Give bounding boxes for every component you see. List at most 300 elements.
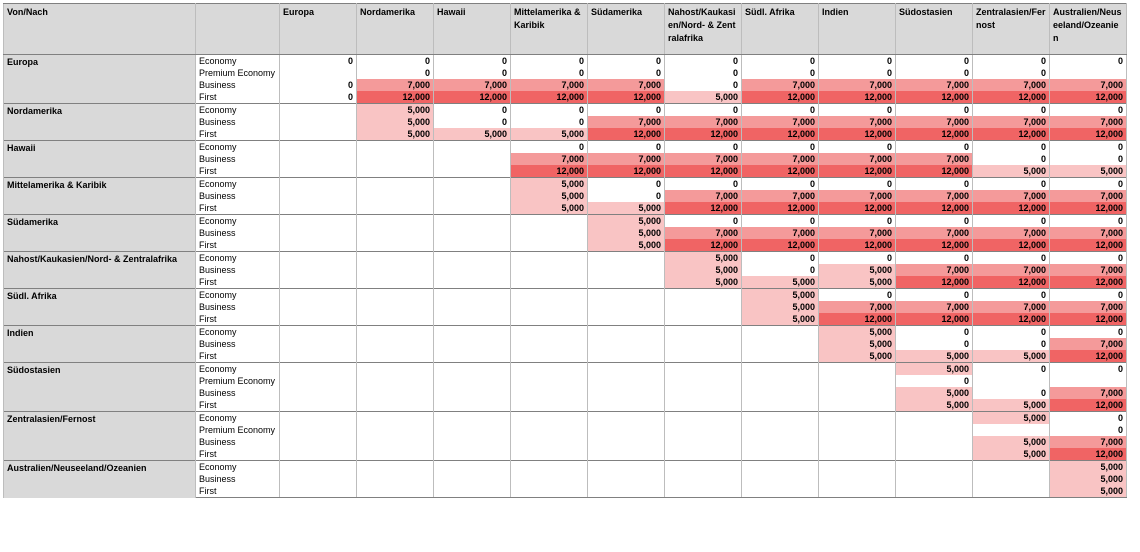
miles-cell[interactable]: 0 — [665, 215, 742, 228]
miles-cell[interactable]: 5,000 — [742, 289, 819, 302]
miles-cell[interactable]: 12,000 — [1050, 128, 1127, 141]
miles-cell[interactable] — [588, 461, 665, 474]
miles-cell[interactable]: 7,000 — [742, 153, 819, 165]
miles-cell[interactable]: 0 — [742, 104, 819, 117]
miles-cell[interactable] — [357, 399, 434, 412]
miles-cell[interactable]: 7,000 — [357, 79, 434, 91]
miles-cell[interactable] — [742, 473, 819, 485]
miles-cell[interactable]: 7,000 — [742, 79, 819, 91]
miles-cell[interactable] — [280, 67, 357, 79]
miles-cell[interactable] — [665, 338, 742, 350]
miles-cell[interactable]: 0 — [973, 252, 1050, 265]
miles-cell[interactable] — [357, 313, 434, 326]
miles-cell[interactable]: 0 — [588, 190, 665, 202]
miles-cell[interactable]: 12,000 — [742, 165, 819, 178]
miles-cell[interactable]: 5,000 — [588, 215, 665, 228]
miles-cell[interactable] — [357, 202, 434, 215]
miles-cell[interactable] — [357, 190, 434, 202]
miles-cell[interactable]: 5,000 — [819, 276, 896, 289]
miles-cell[interactable] — [434, 412, 511, 425]
cabin-class-cell[interactable]: Business — [196, 227, 280, 239]
miles-cell[interactable] — [588, 338, 665, 350]
miles-cell[interactable] — [819, 461, 896, 474]
miles-cell[interactable]: 0 — [742, 264, 819, 276]
miles-cell[interactable]: 12,000 — [511, 165, 588, 178]
col-header[interactable]: Hawaii — [434, 4, 511, 55]
miles-cell[interactable] — [588, 326, 665, 339]
miles-cell[interactable] — [280, 153, 357, 165]
col-header[interactable]: Südostasien — [896, 4, 973, 55]
miles-cell[interactable] — [973, 461, 1050, 474]
cabin-class-cell[interactable]: First — [196, 448, 280, 461]
miles-cell[interactable]: 0 — [973, 55, 1050, 68]
miles-cell[interactable] — [280, 338, 357, 350]
miles-cell[interactable] — [742, 363, 819, 376]
miles-cell[interactable] — [511, 313, 588, 326]
miles-cell[interactable]: 0 — [588, 178, 665, 191]
miles-cell[interactable]: 0 — [896, 289, 973, 302]
miles-cell[interactable] — [280, 227, 357, 239]
miles-cell[interactable] — [588, 399, 665, 412]
miles-cell[interactable]: 7,000 — [896, 227, 973, 239]
col-header[interactable]: Australien/Neuseeland/Ozeanien — [1050, 4, 1127, 55]
miles-cell[interactable]: 12,000 — [742, 202, 819, 215]
origin-region-cell[interactable]: Zentralasien/Fernost — [4, 412, 196, 461]
miles-cell[interactable] — [280, 461, 357, 474]
miles-cell[interactable]: 5,000 — [665, 252, 742, 265]
miles-cell[interactable]: 12,000 — [819, 128, 896, 141]
miles-cell[interactable]: 0 — [357, 67, 434, 79]
miles-cell[interactable]: 0 — [742, 67, 819, 79]
miles-cell[interactable]: 5,000 — [511, 202, 588, 215]
miles-cell[interactable] — [280, 239, 357, 252]
miles-cell[interactable] — [665, 485, 742, 498]
miles-cell[interactable]: 0 — [896, 338, 973, 350]
miles-cell[interactable] — [819, 387, 896, 399]
miles-cell[interactable]: 7,000 — [973, 79, 1050, 91]
col-header[interactable]: Mittelamerika & Karibik — [511, 4, 588, 55]
miles-cell[interactable]: 12,000 — [1050, 448, 1127, 461]
miles-cell[interactable]: 7,000 — [973, 190, 1050, 202]
miles-cell[interactable]: 5,000 — [896, 399, 973, 412]
miles-cell[interactable] — [357, 412, 434, 425]
miles-cell[interactable] — [819, 412, 896, 425]
miles-cell[interactable] — [588, 252, 665, 265]
miles-cell[interactable]: 0 — [896, 252, 973, 265]
miles-cell[interactable] — [896, 424, 973, 436]
miles-cell[interactable] — [280, 264, 357, 276]
miles-cell[interactable] — [280, 215, 357, 228]
miles-cell[interactable]: 12,000 — [819, 91, 896, 104]
miles-cell[interactable]: 12,000 — [819, 239, 896, 252]
miles-cell[interactable] — [280, 424, 357, 436]
miles-cell[interactable]: 5,000 — [819, 338, 896, 350]
miles-cell[interactable] — [434, 461, 511, 474]
miles-cell[interactable]: 0 — [973, 141, 1050, 154]
miles-cell[interactable] — [511, 301, 588, 313]
cabin-class-cell[interactable]: Economy — [196, 412, 280, 425]
miles-cell[interactable]: 12,000 — [588, 91, 665, 104]
miles-cell[interactable]: 0 — [665, 178, 742, 191]
miles-cell[interactable]: 7,000 — [665, 116, 742, 128]
miles-cell[interactable] — [665, 301, 742, 313]
miles-cell[interactable] — [742, 485, 819, 498]
miles-cell[interactable] — [280, 252, 357, 265]
miles-cell[interactable]: 12,000 — [896, 313, 973, 326]
cabin-class-cell[interactable]: Economy — [196, 215, 280, 228]
miles-cell[interactable]: 0 — [665, 79, 742, 91]
miles-cell[interactable]: 0 — [1050, 55, 1127, 68]
miles-cell[interactable]: 5,000 — [665, 91, 742, 104]
col-header[interactable]: Europa — [280, 4, 357, 55]
miles-cell[interactable] — [434, 473, 511, 485]
miles-cell[interactable] — [434, 276, 511, 289]
miles-cell[interactable]: 5,000 — [357, 128, 434, 141]
miles-cell[interactable] — [742, 350, 819, 363]
miles-cell[interactable]: 0 — [819, 215, 896, 228]
miles-cell[interactable] — [665, 326, 742, 339]
miles-cell[interactable] — [280, 141, 357, 154]
miles-cell[interactable] — [357, 227, 434, 239]
cabin-class-cell[interactable]: First — [196, 276, 280, 289]
miles-cell[interactable] — [357, 436, 434, 448]
cabin-class-cell[interactable]: Business — [196, 190, 280, 202]
miles-cell[interactable]: 0 — [819, 289, 896, 302]
miles-cell[interactable] — [280, 375, 357, 387]
miles-cell[interactable]: 0 — [896, 215, 973, 228]
origin-region-cell[interactable]: Südl. Afrika — [4, 289, 196, 326]
miles-cell[interactable]: 0 — [588, 104, 665, 117]
cabin-class-cell[interactable]: First — [196, 128, 280, 141]
miles-cell[interactable]: 0 — [1050, 412, 1127, 425]
cabin-class-cell[interactable]: Business — [196, 116, 280, 128]
miles-cell[interactable]: 12,000 — [819, 313, 896, 326]
miles-cell[interactable]: 5,000 — [511, 190, 588, 202]
miles-cell[interactable]: 7,000 — [973, 301, 1050, 313]
miles-cell[interactable] — [665, 375, 742, 387]
cabin-class-cell[interactable]: Economy — [196, 178, 280, 191]
miles-cell[interactable]: 12,000 — [819, 202, 896, 215]
miles-cell[interactable] — [511, 264, 588, 276]
miles-cell[interactable] — [511, 350, 588, 363]
miles-cell[interactable]: 12,000 — [1050, 313, 1127, 326]
miles-cell[interactable] — [280, 313, 357, 326]
miles-cell[interactable]: 0 — [973, 153, 1050, 165]
miles-cell[interactable]: 12,000 — [973, 128, 1050, 141]
miles-cell[interactable] — [357, 461, 434, 474]
cabin-class-cell[interactable]: Premium Economy — [196, 375, 280, 387]
miles-cell[interactable]: 5,000 — [973, 448, 1050, 461]
miles-cell[interactable]: 7,000 — [819, 227, 896, 239]
miles-cell[interactable] — [280, 190, 357, 202]
miles-cell[interactable] — [280, 326, 357, 339]
miles-cell[interactable] — [357, 141, 434, 154]
origin-region-cell[interactable]: Australien/Neuseeland/Ozeanien — [4, 461, 196, 498]
miles-cell[interactable]: 7,000 — [588, 116, 665, 128]
miles-cell[interactable] — [896, 436, 973, 448]
col-header[interactable]: Nahost/Kaukasien/Nord- & Zentralafrika — [665, 4, 742, 55]
miles-cell[interactable] — [357, 153, 434, 165]
miles-cell[interactable] — [665, 350, 742, 363]
miles-cell[interactable] — [434, 190, 511, 202]
miles-cell[interactable] — [973, 485, 1050, 498]
miles-cell[interactable] — [588, 412, 665, 425]
origin-region-cell[interactable]: Mittelamerika & Karibik — [4, 178, 196, 215]
miles-cell[interactable] — [280, 399, 357, 412]
miles-cell[interactable]: 12,000 — [973, 313, 1050, 326]
miles-cell[interactable]: 5,000 — [896, 363, 973, 376]
miles-cell[interactable]: 12,000 — [973, 202, 1050, 215]
origin-region-cell[interactable]: Südamerika — [4, 215, 196, 252]
miles-cell[interactable]: 0 — [1050, 104, 1127, 117]
miles-cell[interactable] — [280, 202, 357, 215]
cabin-class-cell[interactable]: Business — [196, 387, 280, 399]
miles-cell[interactable]: 12,000 — [896, 91, 973, 104]
miles-cell[interactable]: 0 — [896, 67, 973, 79]
miles-cell[interactable]: 12,000 — [742, 91, 819, 104]
miles-cell[interactable]: 5,000 — [511, 128, 588, 141]
miles-cell[interactable]: 0 — [742, 215, 819, 228]
miles-cell[interactable] — [280, 104, 357, 117]
miles-cell[interactable]: 0 — [973, 363, 1050, 376]
cabin-class-cell[interactable]: Business — [196, 301, 280, 313]
miles-cell[interactable]: 5,000 — [742, 313, 819, 326]
miles-cell[interactable]: 12,000 — [665, 165, 742, 178]
miles-cell[interactable] — [434, 178, 511, 191]
miles-cell[interactable] — [357, 252, 434, 265]
miles-cell[interactable] — [357, 350, 434, 363]
miles-cell[interactable]: 7,000 — [973, 227, 1050, 239]
miles-cell[interactable]: 12,000 — [665, 239, 742, 252]
miles-cell[interactable] — [896, 448, 973, 461]
miles-cell[interactable]: 0 — [973, 178, 1050, 191]
miles-cell[interactable] — [434, 424, 511, 436]
col-header[interactable]: Südl. Afrika — [742, 4, 819, 55]
miles-cell[interactable]: 0 — [1050, 424, 1127, 436]
miles-cell[interactable]: 7,000 — [819, 116, 896, 128]
miles-cell[interactable] — [434, 338, 511, 350]
miles-cell[interactable]: 7,000 — [1050, 190, 1127, 202]
cabin-class-cell[interactable]: Economy — [196, 104, 280, 117]
miles-cell[interactable]: 0 — [819, 104, 896, 117]
cabin-class-cell[interactable]: First — [196, 485, 280, 498]
miles-cell[interactable] — [511, 399, 588, 412]
miles-cell[interactable] — [665, 424, 742, 436]
miles-cell[interactable]: 0 — [588, 67, 665, 79]
miles-cell[interactable] — [434, 448, 511, 461]
miles-cell[interactable]: 0 — [973, 215, 1050, 228]
miles-cell[interactable]: 0 — [742, 252, 819, 265]
miles-cell[interactable] — [511, 338, 588, 350]
miles-cell[interactable]: 0 — [1050, 252, 1127, 265]
miles-cell[interactable]: 7,000 — [665, 227, 742, 239]
miles-cell[interactable] — [434, 264, 511, 276]
miles-cell[interactable]: 0 — [742, 178, 819, 191]
cabin-class-cell[interactable]: Business — [196, 264, 280, 276]
miles-cell[interactable] — [357, 215, 434, 228]
miles-cell[interactable] — [434, 485, 511, 498]
miles-cell[interactable] — [588, 276, 665, 289]
miles-cell[interactable]: 7,000 — [588, 153, 665, 165]
miles-cell[interactable]: 7,000 — [973, 264, 1050, 276]
miles-cell[interactable]: 7,000 — [819, 301, 896, 313]
miles-cell[interactable] — [280, 485, 357, 498]
miles-cell[interactable] — [280, 363, 357, 376]
miles-cell[interactable] — [434, 239, 511, 252]
cabin-class-cell[interactable]: First — [196, 202, 280, 215]
miles-cell[interactable]: 0 — [665, 67, 742, 79]
cabin-class-cell[interactable]: Business — [196, 338, 280, 350]
miles-cell[interactable]: 0 — [1050, 289, 1127, 302]
miles-cell[interactable]: 12,000 — [511, 91, 588, 104]
cabin-class-cell[interactable]: Business — [196, 436, 280, 448]
miles-cell[interactable]: 0 — [896, 375, 973, 387]
miles-cell[interactable]: 5,000 — [665, 276, 742, 289]
miles-cell[interactable] — [434, 387, 511, 399]
col-header[interactable]: Südamerika — [588, 4, 665, 55]
miles-cell[interactable]: 0 — [1050, 215, 1127, 228]
col-header[interactable]: Zentralasien/Fernost — [973, 4, 1050, 55]
miles-cell[interactable]: 5,000 — [511, 178, 588, 191]
miles-cell[interactable] — [511, 252, 588, 265]
miles-cell[interactable] — [819, 485, 896, 498]
miles-cell[interactable] — [665, 436, 742, 448]
miles-cell[interactable] — [588, 301, 665, 313]
miles-cell[interactable] — [434, 252, 511, 265]
miles-cell[interactable] — [511, 375, 588, 387]
miles-cell[interactable] — [1050, 375, 1127, 387]
miles-cell[interactable] — [819, 436, 896, 448]
miles-cell[interactable]: 7,000 — [665, 190, 742, 202]
cabin-class-cell[interactable]: First — [196, 165, 280, 178]
miles-cell[interactable]: 7,000 — [1050, 436, 1127, 448]
miles-cell[interactable] — [280, 387, 357, 399]
miles-cell[interactable]: 7,000 — [511, 79, 588, 91]
miles-cell[interactable]: 7,000 — [1050, 301, 1127, 313]
miles-cell[interactable]: 7,000 — [742, 190, 819, 202]
miles-cell[interactable] — [588, 436, 665, 448]
miles-cell[interactable]: 12,000 — [896, 276, 973, 289]
cabin-class-cell[interactable]: Economy — [196, 363, 280, 376]
miles-cell[interactable]: 0 — [742, 141, 819, 154]
miles-cell[interactable]: 12,000 — [434, 91, 511, 104]
cabin-class-cell[interactable]: Business — [196, 79, 280, 91]
miles-cell[interactable] — [588, 473, 665, 485]
miles-cell[interactable]: 7,000 — [896, 264, 973, 276]
miles-cell[interactable] — [357, 338, 434, 350]
miles-cell[interactable] — [357, 264, 434, 276]
miles-cell[interactable] — [434, 301, 511, 313]
col-header[interactable]: Indien — [819, 4, 896, 55]
miles-cell[interactable]: 0 — [896, 104, 973, 117]
miles-cell[interactable] — [280, 128, 357, 141]
miles-cell[interactable]: 5,000 — [819, 326, 896, 339]
miles-cell[interactable]: 0 — [434, 104, 511, 117]
miles-cell[interactable]: 7,000 — [896, 301, 973, 313]
miles-cell[interactable] — [819, 473, 896, 485]
miles-cell[interactable] — [434, 375, 511, 387]
cabin-class-cell[interactable]: Economy — [196, 141, 280, 154]
miles-cell[interactable] — [357, 165, 434, 178]
miles-cell[interactable]: 0 — [665, 141, 742, 154]
miles-cell[interactable]: 0 — [434, 55, 511, 68]
cabin-class-cell[interactable]: First — [196, 91, 280, 104]
miles-cell[interactable]: 7,000 — [973, 116, 1050, 128]
miles-cell[interactable]: 5,000 — [742, 301, 819, 313]
miles-cell[interactable] — [896, 461, 973, 474]
miles-cell[interactable] — [588, 424, 665, 436]
miles-cell[interactable]: 12,000 — [1050, 276, 1127, 289]
miles-cell[interactable]: 7,000 — [1050, 79, 1127, 91]
miles-cell[interactable] — [511, 387, 588, 399]
miles-cell[interactable]: 5,000 — [973, 399, 1050, 412]
miles-cell[interactable]: 12,000 — [742, 128, 819, 141]
miles-cell[interactable] — [742, 387, 819, 399]
class-header[interactable] — [196, 4, 280, 55]
miles-cell[interactable] — [511, 461, 588, 474]
miles-cell[interactable]: 5,000 — [588, 239, 665, 252]
cabin-class-cell[interactable]: Premium Economy — [196, 424, 280, 436]
miles-cell[interactable] — [511, 239, 588, 252]
miles-cell[interactable]: 0 — [819, 252, 896, 265]
miles-cell[interactable] — [742, 412, 819, 425]
miles-cell[interactable]: 0 — [973, 326, 1050, 339]
miles-cell[interactable]: 12,000 — [665, 202, 742, 215]
miles-cell[interactable] — [665, 387, 742, 399]
miles-cell[interactable]: 7,000 — [1050, 338, 1127, 350]
miles-cell[interactable] — [742, 338, 819, 350]
miles-cell[interactable] — [742, 375, 819, 387]
miles-cell[interactable]: 0 — [819, 141, 896, 154]
miles-cell[interactable]: 12,000 — [819, 165, 896, 178]
miles-cell[interactable] — [357, 375, 434, 387]
miles-cell[interactable] — [280, 116, 357, 128]
miles-cell[interactable]: 0 — [588, 55, 665, 68]
miles-cell[interactable]: 7,000 — [896, 190, 973, 202]
miles-cell[interactable] — [434, 202, 511, 215]
miles-cell[interactable] — [357, 178, 434, 191]
miles-cell[interactable] — [280, 165, 357, 178]
miles-cell[interactable]: 12,000 — [973, 276, 1050, 289]
miles-cell[interactable]: 0 — [819, 55, 896, 68]
miles-cell[interactable]: 7,000 — [434, 79, 511, 91]
miles-cell[interactable]: 0 — [511, 104, 588, 117]
miles-cell[interactable] — [896, 485, 973, 498]
miles-cell[interactable]: 5,000 — [588, 202, 665, 215]
miles-cell[interactable]: 0 — [973, 104, 1050, 117]
miles-cell[interactable] — [1050, 67, 1127, 79]
miles-cell[interactable] — [973, 473, 1050, 485]
miles-cell[interactable] — [280, 412, 357, 425]
miles-cell[interactable]: 12,000 — [896, 165, 973, 178]
miles-cell[interactable] — [665, 399, 742, 412]
miles-cell[interactable] — [819, 424, 896, 436]
miles-cell[interactable]: 0 — [896, 55, 973, 68]
miles-cell[interactable] — [588, 485, 665, 498]
miles-cell[interactable]: 5,000 — [742, 276, 819, 289]
miles-cell[interactable]: 0 — [973, 338, 1050, 350]
miles-cell[interactable]: 5,000 — [896, 387, 973, 399]
cabin-class-cell[interactable]: Business — [196, 153, 280, 165]
miles-cell[interactable]: 7,000 — [819, 153, 896, 165]
miles-cell[interactable]: 0 — [588, 141, 665, 154]
miles-cell[interactable] — [973, 424, 1050, 436]
origin-region-cell[interactable]: Nordamerika — [4, 104, 196, 141]
miles-cell[interactable] — [665, 473, 742, 485]
miles-cell[interactable] — [434, 165, 511, 178]
miles-cell[interactable]: 7,000 — [1050, 264, 1127, 276]
miles-cell[interactable] — [434, 141, 511, 154]
